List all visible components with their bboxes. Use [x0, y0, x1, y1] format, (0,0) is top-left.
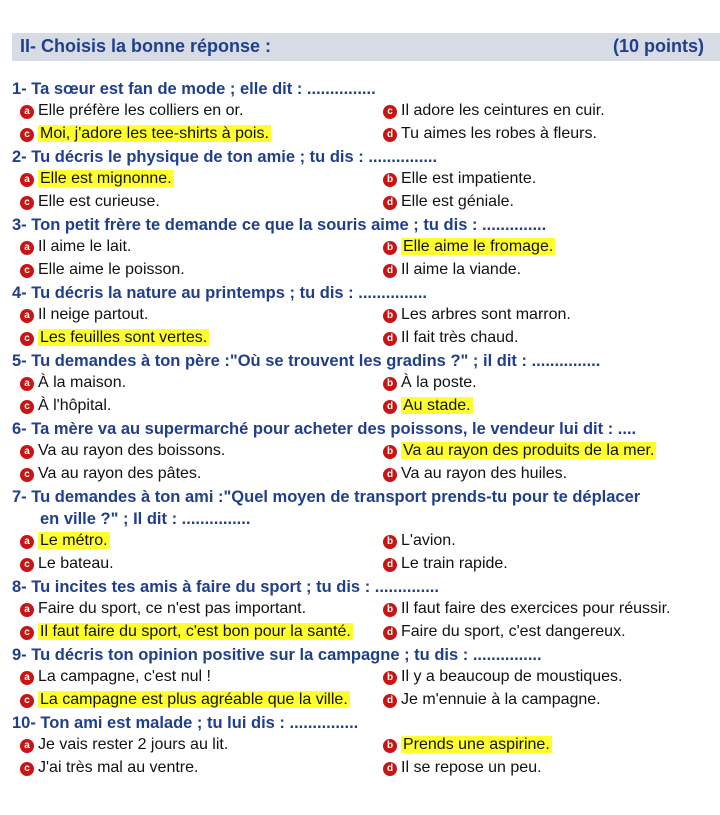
- question-text: 2- Tu décris le physique de ton amie ; tu dis : ...............: [12, 148, 438, 166]
- option-letter-icon: c: [20, 468, 34, 482]
- option-row: [0, 259, 720, 282]
- option-row: [0, 598, 720, 621]
- option-row: [0, 327, 720, 350]
- answer-option-a[interactable]: [20, 168, 174, 189]
- question-6: [0, 418, 720, 440]
- answer-option-a[interactable]: [20, 666, 211, 687]
- correct-answer-text: Elle aime le fromage.: [403, 238, 554, 255]
- option-letter-icon: c: [20, 400, 34, 414]
- option-row: [0, 236, 720, 259]
- option-letter-icon: c: [20, 128, 34, 142]
- question-list: [0, 78, 720, 780]
- option-letter-icon: a: [20, 241, 34, 255]
- question-text: 5- Tu demandes à ton père :"Où se trouvent les gradins ?" ; il dit : ...............: [12, 352, 601, 370]
- exercise-title: II- Choisis la bonne réponse :: [20, 36, 272, 56]
- answer-option-c[interactable]: [20, 395, 111, 416]
- answer-option-a[interactable]: [20, 530, 110, 551]
- option-text: Je m'ennuie à la campagne.: [401, 691, 601, 708]
- option-row: [0, 395, 720, 418]
- option-letter-icon: b: [383, 377, 397, 391]
- question-7: [0, 486, 720, 530]
- answer-option-b[interactable]: [383, 236, 555, 257]
- question-text: 7- Tu demandes à ton ami :"Quel moyen de transport prends-tu pour te déplacer: [12, 488, 641, 506]
- answer-option-d[interactable]: [383, 621, 626, 642]
- option-letter-icon: b: [383, 173, 397, 187]
- option-letter-icon: d: [383, 558, 397, 572]
- option-text: Elle est géniale.: [401, 193, 514, 210]
- exercise-header: [12, 33, 720, 61]
- option-text: Tu aimes les robes à fleurs.: [401, 125, 597, 142]
- option-letter-icon: d: [383, 400, 397, 414]
- option-letter-icon: a: [20, 445, 34, 459]
- option-letter-icon: d: [383, 332, 397, 346]
- question-3: [0, 214, 720, 236]
- question-text: 6- Ta mère va au supermarché pour acheter des poissons, le vendeur lui dit : ....: [12, 420, 637, 438]
- option-text: À l'hôpital.: [38, 397, 112, 414]
- question-1: [0, 78, 720, 100]
- answer-option-d[interactable]: [383, 553, 508, 574]
- option-letter-icon: c: [20, 626, 34, 640]
- question-text-continued: en ville ?" ; Il dit : ...............: [40, 510, 251, 528]
- option-letter-icon: c: [20, 264, 34, 278]
- option-letter-icon: a: [20, 739, 34, 753]
- option-text: Elle préfère les colliers en or.: [38, 102, 244, 119]
- correct-answer-text: Moi, j'adore les tee-shirts à pois.: [40, 125, 269, 142]
- option-row: [0, 123, 720, 146]
- correct-answer-text: La campagne est plus agréable que la ville.: [40, 691, 348, 708]
- option-letter-icon: b: [383, 445, 397, 459]
- option-letter-icon: a: [20, 671, 34, 685]
- option-text: Va au rayon des huiles.: [401, 465, 568, 482]
- option-text: À la maison.: [38, 374, 127, 391]
- answer-option-a[interactable]: [20, 440, 225, 461]
- option-letter-icon: c: [20, 196, 34, 210]
- answer-option-c[interactable]: [20, 689, 350, 710]
- answer-option-d[interactable]: [383, 259, 521, 280]
- option-text: Va au rayon des boissons.: [38, 442, 226, 459]
- question-text: 8- Tu incites tes amis à faire du sport ; tu dis : ..............: [12, 578, 439, 596]
- option-letter-icon: b: [383, 241, 397, 255]
- question-text: 1- Ta sœur est fan de mode ; elle dit : ...............: [12, 80, 376, 98]
- answer-option-a[interactable]: [20, 372, 126, 393]
- option-text: Le bateau.: [38, 555, 114, 572]
- answer-option-b[interactable]: [383, 734, 552, 755]
- option-text: Il fait très chaud.: [401, 329, 519, 346]
- option-letter-icon: a: [20, 173, 34, 187]
- answer-option-c[interactable]: [20, 553, 114, 574]
- answer-option-d[interactable]: [383, 463, 567, 484]
- exercise-points: (10 points): [612, 36, 704, 56]
- option-letter-icon: d: [383, 762, 397, 776]
- option-letter-icon: b: [383, 535, 397, 549]
- option-text: À la poste.: [401, 374, 477, 391]
- correct-answer-text: Elle est mignonne.: [40, 170, 172, 187]
- answer-option-d[interactable]: [383, 395, 473, 416]
- answer-option-d[interactable]: [383, 123, 597, 144]
- answer-option-c[interactable]: [20, 259, 185, 280]
- option-text: Il neige partout.: [38, 306, 149, 323]
- option-text: L'avion.: [401, 532, 456, 549]
- option-row: [0, 463, 720, 486]
- option-letter-icon: a: [20, 377, 34, 391]
- option-letter-icon: a: [20, 535, 34, 549]
- answer-option-a[interactable]: [20, 304, 148, 325]
- option-text: J'ai très mal au ventre.: [38, 759, 199, 776]
- answer-option-c[interactable]: [383, 100, 605, 121]
- option-row: [0, 372, 720, 395]
- answer-option-a[interactable]: [20, 734, 228, 755]
- option-row: [0, 440, 720, 463]
- option-text: La campagne, c'est nul !: [38, 668, 211, 685]
- option-row: [0, 168, 720, 191]
- option-letter-icon: a: [20, 105, 34, 119]
- answer-option-b[interactable]: [383, 530, 456, 551]
- option-letter-icon: d: [383, 264, 397, 278]
- option-text: Il faut faire des exercices pour réussir.: [401, 600, 671, 617]
- option-letter-icon: c: [20, 694, 34, 708]
- option-text: Il aime le lait.: [38, 238, 132, 255]
- option-letter-icon: c: [20, 558, 34, 572]
- option-letter-icon: a: [20, 309, 34, 323]
- answer-option-c[interactable]: [20, 123, 271, 144]
- option-row: [0, 530, 720, 553]
- option-row: [0, 757, 720, 780]
- question-2: [0, 146, 720, 168]
- correct-answer-text: Le métro.: [40, 532, 108, 549]
- question-text: 3- Ton petit frère te demande ce que la souris aime ; tu dis : ..............: [12, 216, 547, 234]
- question-10: [0, 712, 720, 734]
- answer-option-b[interactable]: [383, 666, 622, 687]
- option-text: Faire du sport, c'est dangereux.: [401, 623, 626, 640]
- option-letter-icon: b: [383, 671, 397, 685]
- option-letter-icon: b: [383, 739, 397, 753]
- option-row: [0, 689, 720, 712]
- correct-answer-text: Prends une aspirine.: [403, 736, 550, 753]
- question-8: [0, 576, 720, 598]
- option-letter-icon: b: [383, 309, 397, 323]
- question-5: [0, 350, 720, 372]
- answer-option-a[interactable]: [20, 100, 243, 121]
- correct-answer-text: Au stade.: [403, 397, 471, 414]
- option-row: [0, 304, 720, 327]
- option-letter-icon: b: [383, 603, 397, 617]
- question-text: 4- Tu décris la nature au printemps ; tu dis : ...............: [12, 284, 428, 302]
- option-letter-icon: d: [383, 196, 397, 210]
- question-9: [0, 644, 720, 666]
- option-text: Il aime la viande.: [401, 261, 522, 278]
- option-text: Je vais rester 2 jours au lit.: [38, 736, 229, 753]
- option-row: [0, 734, 720, 757]
- answer-option-c[interactable]: [20, 621, 353, 642]
- option-letter-icon: d: [383, 626, 397, 640]
- answer-option-a[interactable]: [20, 598, 306, 619]
- option-text: Il y a beaucoup de moustiques.: [401, 668, 623, 685]
- option-row: [0, 621, 720, 644]
- option-text: Elle est curieuse.: [38, 193, 160, 210]
- option-text: Faire du sport, ce n'est pas important.: [38, 600, 307, 617]
- option-letter-icon: d: [383, 128, 397, 142]
- question-text: 10- Ton ami est malade ; tu lui dis : ...............: [12, 714, 359, 732]
- answer-option-d[interactable]: [383, 327, 518, 348]
- answer-option-b[interactable]: [383, 440, 656, 461]
- correct-answer-text: Il faut faire du sport, c'est bon pour la santé.: [40, 623, 351, 640]
- option-letter-icon: d: [383, 694, 397, 708]
- option-text: Le train rapide.: [401, 555, 508, 572]
- option-letter-icon: c: [20, 762, 34, 776]
- option-letter-icon: c: [20, 332, 34, 346]
- answer-option-d[interactable]: [383, 757, 542, 778]
- option-row: [0, 553, 720, 576]
- question-text: 9- Tu décris ton opinion positive sur la campagne ; tu dis : ...............: [12, 646, 542, 664]
- answer-option-d[interactable]: [383, 191, 514, 212]
- answer-option-b[interactable]: [383, 372, 477, 393]
- answer-option-c[interactable]: [20, 191, 160, 212]
- option-text: Il se repose un peu.: [401, 759, 542, 776]
- answer-option-a[interactable]: [20, 236, 131, 257]
- answer-option-c[interactable]: [20, 327, 209, 348]
- option-row: [0, 100, 720, 123]
- option-letter-icon: c: [383, 105, 397, 119]
- question-4: [0, 282, 720, 304]
- option-text: Elle aime le poisson.: [38, 261, 185, 278]
- option-text: Elle est impatiente.: [401, 170, 537, 187]
- option-text: Va au rayon des pâtes.: [38, 465, 202, 482]
- option-row: [0, 191, 720, 214]
- option-letter-icon: a: [20, 603, 34, 617]
- answer-option-b[interactable]: [383, 168, 536, 189]
- answer-option-c[interactable]: [20, 463, 201, 484]
- answer-option-d[interactable]: [383, 689, 601, 710]
- option-text: Les arbres sont marron.: [401, 306, 571, 323]
- option-row: [0, 666, 720, 689]
- correct-answer-text: Les feuilles sont vertes.: [40, 329, 208, 346]
- correct-answer-text: Va au rayon des produits de la mer.: [403, 442, 655, 459]
- option-text: Il adore les ceintures en cuir.: [401, 102, 605, 119]
- option-letter-icon: d: [383, 468, 397, 482]
- answer-option-b[interactable]: [383, 598, 670, 619]
- answer-option-b[interactable]: [383, 304, 571, 325]
- answer-option-c[interactable]: [20, 757, 198, 778]
